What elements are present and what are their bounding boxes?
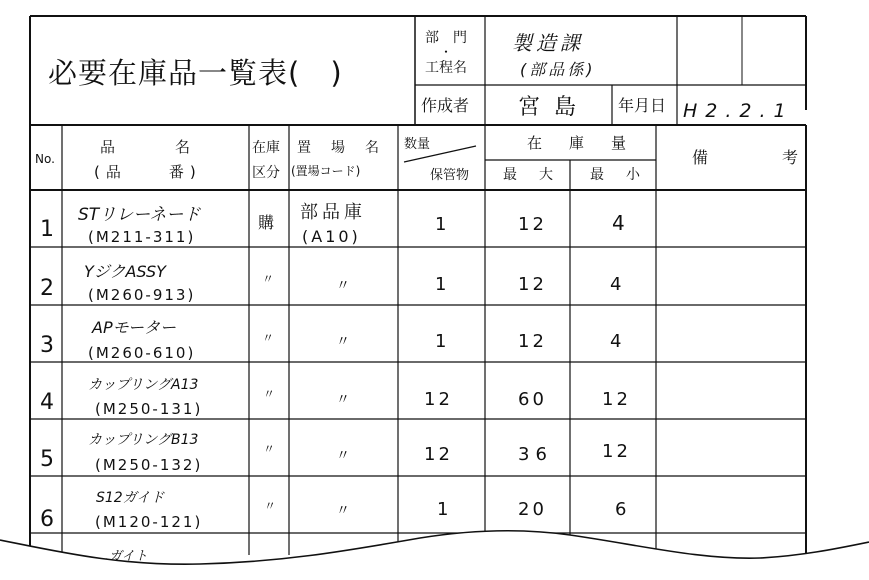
row-min: 4 bbox=[610, 274, 622, 295]
dept-value-line1: 製造課 bbox=[512, 31, 584, 55]
row-qty: 12 bbox=[424, 444, 453, 465]
dept-label-line2: 工程名 bbox=[425, 60, 467, 76]
row-no: 1 bbox=[40, 217, 54, 242]
table-row bbox=[40, 318, 621, 362]
row-qty: 1 bbox=[435, 214, 447, 235]
row-no: 2 bbox=[40, 276, 54, 301]
row-class: 〃 bbox=[263, 387, 276, 401]
col-stock-class-top: 在庫 bbox=[252, 140, 280, 156]
col-name-top: 品 名 bbox=[100, 138, 201, 156]
author-label: 作成者 bbox=[421, 96, 470, 115]
row-min: 6 bbox=[615, 499, 627, 520]
row-no: 5 bbox=[40, 447, 54, 472]
row-name: YジクASSY bbox=[84, 262, 166, 281]
row-name: …ガイト bbox=[96, 549, 148, 564]
row-name: カップリングB13 bbox=[88, 432, 199, 448]
table-row bbox=[40, 202, 625, 246]
row-part: (M120-121) bbox=[95, 513, 203, 531]
row-name: カップリングA13 bbox=[88, 377, 199, 393]
row-place: 〃 bbox=[336, 448, 350, 464]
row-name: S12ガイド bbox=[96, 490, 165, 506]
date-label: 年月日 bbox=[618, 96, 667, 115]
dept-label-line1: 部 門 bbox=[425, 30, 467, 46]
row-part: (M250-131) bbox=[95, 400, 203, 418]
row-max: 20 bbox=[518, 499, 547, 520]
table-row bbox=[40, 377, 631, 418]
row-qty: 1 bbox=[435, 274, 447, 295]
dept-value-line2: (部品係) bbox=[520, 60, 596, 79]
col-qty-top: 数量 bbox=[404, 137, 431, 152]
row-place: 〃 bbox=[336, 278, 350, 294]
col-remarks: 備 考 bbox=[692, 148, 813, 167]
table-body bbox=[40, 202, 631, 564]
col-place-bottom: (置場コード) bbox=[291, 164, 361, 178]
dept-label-dot: ・ bbox=[440, 45, 453, 59]
page-title: 必要在庫品一覧表( ) bbox=[48, 56, 343, 90]
table-row bbox=[40, 262, 621, 304]
row-min: 4 bbox=[610, 331, 622, 352]
row-place: 部品庫 bbox=[300, 202, 366, 223]
row-class: 〃 bbox=[262, 331, 275, 345]
row-class: 購 bbox=[258, 213, 275, 232]
col-place-top: 置 場 名 bbox=[297, 140, 382, 156]
row-max: 12 bbox=[518, 331, 547, 352]
row-class: 〃 bbox=[262, 272, 275, 286]
row-part: (M260-913) bbox=[88, 286, 196, 304]
row-name: STリレーネード bbox=[78, 205, 201, 225]
col-name-bottom: (品 番) bbox=[94, 163, 202, 181]
row-no: 4 bbox=[40, 390, 54, 415]
row-no: 6 bbox=[40, 507, 54, 532]
row-max: 60 bbox=[518, 389, 547, 410]
row-max: 36 bbox=[518, 444, 553, 465]
col-stock-qty: 在 庫 量 bbox=[527, 134, 633, 152]
author-value: 宮島 bbox=[518, 95, 591, 120]
row-class: 〃 bbox=[264, 499, 277, 513]
row-place: 〃 bbox=[336, 392, 350, 408]
row-part: (M250-132) bbox=[95, 456, 203, 474]
col-no: No. bbox=[35, 152, 55, 166]
col-stock-class-bottom: 区分 bbox=[252, 165, 280, 181]
row-part: (M260-610) bbox=[88, 344, 196, 362]
row-qty: 1 bbox=[435, 331, 447, 352]
row-class: 〃 bbox=[263, 442, 276, 456]
table-row bbox=[40, 490, 626, 532]
row-max: 12 bbox=[518, 214, 547, 235]
row-place-code: (A10) bbox=[302, 227, 361, 246]
table-row bbox=[40, 432, 631, 474]
col-qty-bottom: 保管物 bbox=[430, 168, 470, 183]
row-qty: 12 bbox=[424, 389, 453, 410]
row-no: 3 bbox=[40, 333, 54, 358]
date-value: H2.2.1 bbox=[683, 100, 794, 122]
col-max: 最 大 bbox=[503, 167, 557, 183]
col-min: 最 小 bbox=[590, 167, 644, 183]
row-place: 〃 bbox=[336, 503, 350, 519]
row-qty: 1 bbox=[437, 499, 449, 520]
row-name: APモーター bbox=[92, 318, 176, 337]
row-min: 12 bbox=[602, 389, 631, 410]
row-max: 12 bbox=[518, 274, 547, 295]
row-part: (M211-311) bbox=[88, 228, 196, 246]
row-min: 12 bbox=[602, 441, 631, 462]
row-min: 4 bbox=[612, 211, 625, 235]
row-place: 〃 bbox=[336, 334, 350, 350]
